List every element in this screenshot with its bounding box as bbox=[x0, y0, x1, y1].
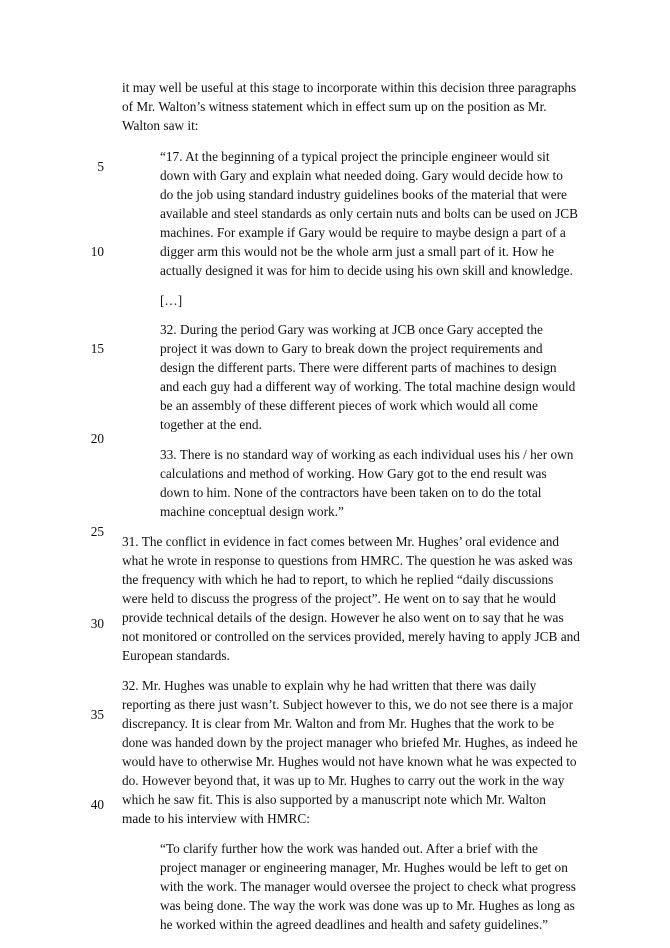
quote-17-line: do the job using standard industry guidelines books of the material that were bbox=[160, 187, 567, 202]
quote-17-line: “17. At the beginning of a typical project the principle engineer would sit bbox=[160, 149, 550, 164]
paragraph-32-line: which he saw fit. This is also supported by a manuscript note which Mr. Walton bbox=[122, 792, 546, 807]
line-number: 10 bbox=[90, 244, 104, 259]
paragraph-32-line: do. However beyond that, it was up to Mr. Hughes to carry out the work in the way bbox=[122, 773, 565, 788]
quote-32-line: 32. During the period Gary was working at JCB once Gary accepted the bbox=[160, 322, 543, 337]
intro-line: of Mr. Walton’s witness statement which in effect sum up on the position as Mr. bbox=[122, 99, 547, 114]
paragraph-31-line: European standards. bbox=[122, 648, 230, 663]
quote-33-line: down to him. None of the contractors have been taken on to do the total bbox=[160, 485, 542, 500]
quote-33-line: 33. There is no standard way of working as each individual uses his / her own bbox=[160, 447, 574, 462]
quote-17-line: machines. For example if Gary would be require to maybe design a part of a bbox=[160, 225, 566, 240]
quote-17-line: actually designed it was for him to decide using his own skill and knowledge. bbox=[160, 263, 573, 278]
quote-32-line: and each guy had a different way of working. The total machine design would bbox=[160, 379, 576, 394]
paragraph-31-line: the frequency with which he had to report, to which he replied “daily discussions bbox=[122, 572, 554, 587]
line-number: 40 bbox=[90, 797, 104, 812]
paragraph-32-line: discrepancy. It is clear from Mr. Walton and from Mr. Hughes that the work to be bbox=[122, 716, 555, 731]
paragraph-32-line: would have to otherwise Mr. Hughes would not have known what he was expected to bbox=[122, 754, 577, 769]
paragraph-31-line: not monitored or controlled on the services provided, merely having to apply JCB and bbox=[122, 629, 580, 644]
final-quote-line: project manager or engineering manager, Mr. Hughes would be left to get on bbox=[160, 860, 568, 875]
line-number: 5 bbox=[97, 159, 104, 174]
quote-33-line: machine conceptual design work.” bbox=[160, 504, 344, 519]
quote-32-line: project it was down to Gary to break down the project requirements and bbox=[160, 341, 543, 356]
line-number: 35 bbox=[90, 707, 104, 722]
final-quote-line: “To clarify further how the work was handed out. After a brief with the bbox=[160, 841, 538, 856]
quote-32-line: design the different parts. There were different parts of machines to design bbox=[160, 360, 557, 375]
quote-32-line: together at the end. bbox=[160, 417, 262, 432]
paragraph-31-line: provide technical details of the design. However he also went on to say that he was bbox=[122, 610, 564, 625]
line-number: 15 bbox=[90, 341, 104, 356]
line-number: 25 bbox=[90, 524, 104, 539]
quote-17-line: digger arm this would not be the whole arm just a small part of it. How he bbox=[160, 244, 555, 259]
paragraph-32-line: reporting as there just wasn’t. Subject however to this, we do not see there is a major bbox=[122, 697, 573, 712]
line-number: 20 bbox=[90, 431, 104, 446]
paragraph-32-line: 32. Mr. Hughes was unable to explain why he had written that there was daily bbox=[122, 678, 537, 693]
intro-line: Walton saw it: bbox=[122, 118, 199, 133]
paragraph-31-line: what he wrote in response to questions from HMRC. The question he was asked was bbox=[122, 553, 573, 568]
final-quote-line: he worked within the agreed deadlines and health and safety guidelines.” bbox=[160, 917, 549, 932]
intro-line: it may well be useful at this stage to incorporate within this decision three paragraphs bbox=[122, 80, 577, 95]
paragraph-31-line: were held to discuss the progress of the project”. He went on to say that he would bbox=[122, 591, 556, 606]
final-quote-line: with the work. The manager would oversee the project to check what progress bbox=[160, 879, 576, 894]
quote-32-line: be an assembly of these different pieces of work which would all come bbox=[160, 398, 538, 413]
paragraph-32-line: done was handed down by the project manager who briefed Mr. Hughes, as indeed he bbox=[122, 735, 578, 750]
paragraph-32-line: made to his interview with HMRC: bbox=[122, 811, 310, 826]
final-quote-line: was being done. The way the work was done was up to Mr. Hughes as long as bbox=[160, 898, 575, 913]
quote-17-line: available and steel standards as only certain nuts and bolts can be used on JCB bbox=[160, 206, 579, 221]
quote-33-line: calculations and method of working. How Gary got to the end result was bbox=[160, 466, 547, 481]
ellipsis: […] bbox=[160, 293, 183, 308]
paragraph-31-line: 31. The conflict in evidence in fact comes between Mr. Hughes’ oral evidence and bbox=[122, 534, 560, 549]
quote-17-line: down with Gary and explain what needed doing. Gary would decide how to bbox=[160, 168, 563, 183]
line-number: 30 bbox=[90, 616, 104, 631]
